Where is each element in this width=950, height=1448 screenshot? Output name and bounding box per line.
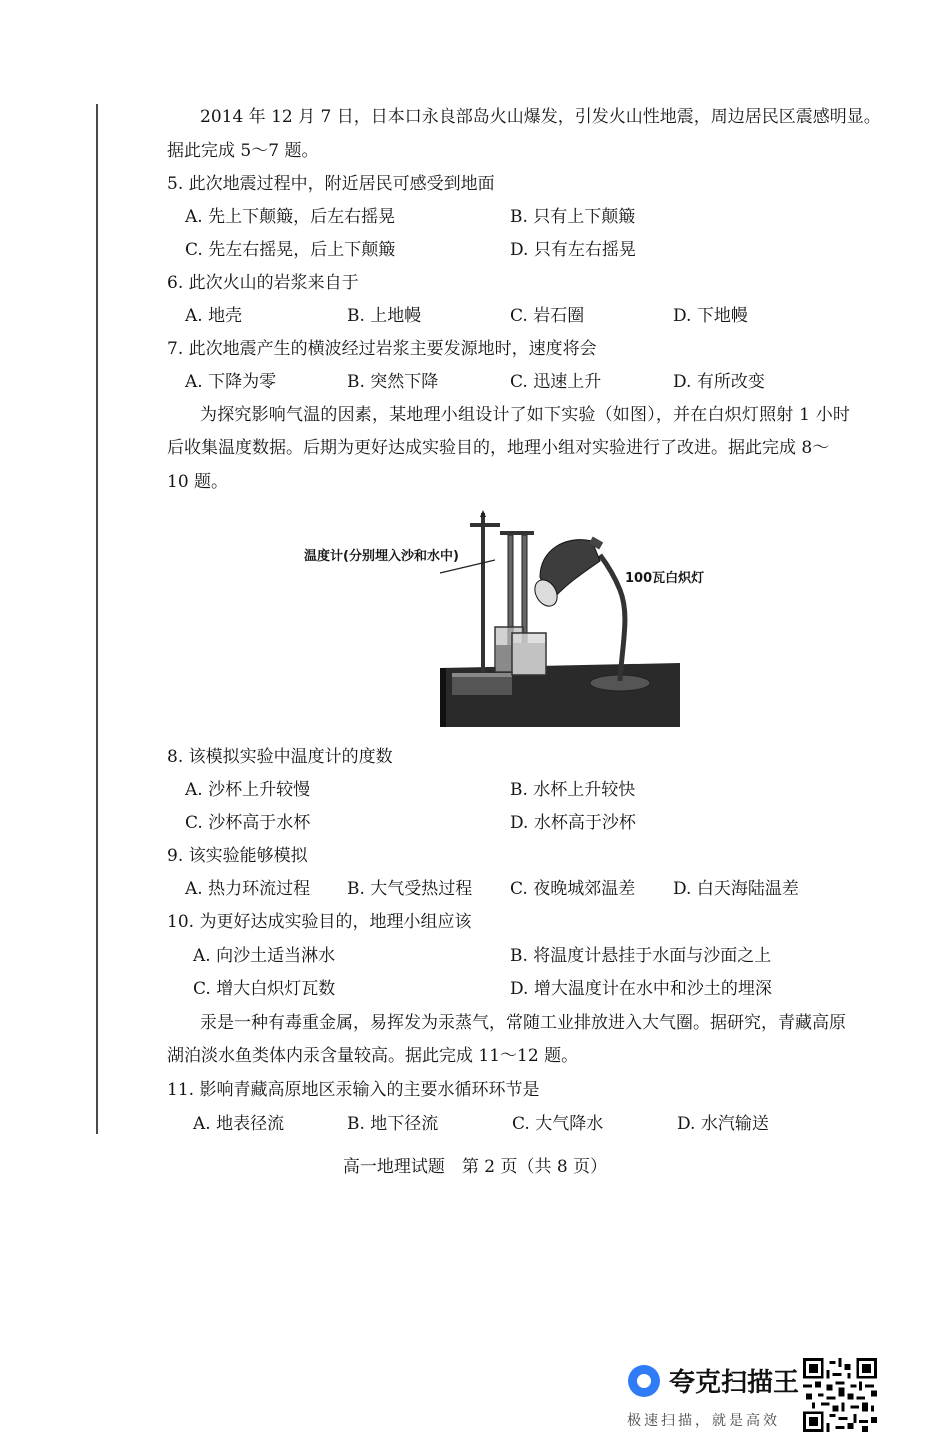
intro-paragraph-1-line-1: 2014 年 12 月 7 日，日本口永良部岛火山爆发，引发火山性地震，周边居民区震感明显。 xyxy=(200,107,881,127)
question-8-stem: 8. 该模拟实验中温度计的度数 xyxy=(167,747,393,767)
question-9-stem: 9. 该实验能够模拟 xyxy=(167,846,308,866)
question-11-option-a: A. 地表径流 xyxy=(193,1114,285,1134)
intro-paragraph-2-line-3: 10 题。 xyxy=(167,472,229,492)
question-11-stem: 11. 影响青藏高原地区汞输入的主要水循环环节是 xyxy=(167,1080,540,1100)
question-10-option-b: B. 将温度计悬挂于水面与沙面之上 xyxy=(510,946,772,966)
question-10-option-c: C. 增大白炽灯瓦数 xyxy=(193,979,336,999)
page-margin-line xyxy=(96,104,98,1134)
page-footer: 高一地理试题 第 2 页（共 8 页） xyxy=(342,1157,608,1177)
question-5-option-d: D. 只有左右摇晃 xyxy=(510,240,636,260)
question-5-option-a: A. 先上下颠簸，后左右摇晃 xyxy=(185,207,396,227)
stand-rod xyxy=(481,513,485,673)
question-7-option-c: C. 迅速上升 xyxy=(510,372,602,392)
lamp-label: 100瓦白炽灯 xyxy=(625,571,705,586)
question-10-stem: 10. 为更好达成实验目的，地理小组应该 xyxy=(167,912,472,932)
question-6-option-d: D. 下地幔 xyxy=(673,306,748,326)
question-5-option-b: B. 只有上下颠簸 xyxy=(510,207,636,227)
question-7-stem: 7. 此次地震产生的横波经过岩浆主要发源地时，速度将会 xyxy=(167,339,597,359)
question-7-option-a: A. 下降为零 xyxy=(185,372,277,392)
question-11-option-b: B. 地下径流 xyxy=(347,1114,439,1134)
lamp-arm xyxy=(600,555,625,681)
intro-paragraph-3-line-2: 湖泊淡水鱼类体内汞含量较高。据此完成 11～12 题。 xyxy=(167,1046,579,1066)
experiment-figure xyxy=(300,505,720,730)
question-8-option-b: B. 水杯上升较快 xyxy=(510,780,636,800)
thermometer-label: 温度计(分别埋入沙和水中) xyxy=(304,549,459,564)
question-7-option-d: D. 有所改变 xyxy=(673,372,765,392)
question-6-option-c: C. 岩石圈 xyxy=(510,306,585,326)
question-5-stem: 5. 此次地震过程中，附近居民可感受到地面 xyxy=(167,174,495,194)
question-11-option-c: C. 大气降水 xyxy=(512,1114,604,1134)
question-6-stem: 6. 此次火山的岩浆来自于 xyxy=(167,273,359,293)
qr-code-icon xyxy=(803,1358,877,1432)
question-7-option-b: B. 突然下降 xyxy=(347,372,439,392)
question-9-option-a: A. 热力环流过程 xyxy=(185,879,311,899)
question-8-option-c: C. 沙杯高于水杯 xyxy=(185,813,311,833)
scanner-logo-icon xyxy=(628,1365,660,1397)
intro-paragraph-2-line-2: 后收集温度数据。后期为更好达成实验目的，地理小组对实验进行了改进。据此完成 8～ xyxy=(167,438,830,458)
question-9-option-d: D. 白天海陆温差 xyxy=(673,879,799,899)
scanner-brand-name: 夸克扫描王 xyxy=(669,1368,800,1398)
question-9-option-b: B. 大气受热过程 xyxy=(347,879,473,899)
intro-paragraph-3-line-1: 汞是一种有毒重金属，易挥发为汞蒸气，常随工业排放进入大气圈。据研究，青藏高原 xyxy=(200,1013,846,1033)
experiment-illustration xyxy=(300,505,720,730)
question-10-option-a: A. 向沙土适当淋水 xyxy=(193,946,336,966)
question-6-option-a: A. 地壳 xyxy=(185,306,243,326)
question-5-option-c: C. 先左右摇晃，后上下颠簸 xyxy=(185,240,396,260)
question-6-option-b: B. 上地幔 xyxy=(347,306,422,326)
question-10-option-d: D. 增大温度计在水中和沙土的埋深 xyxy=(510,979,772,999)
question-11-option-d: D. 水汽输送 xyxy=(677,1114,769,1134)
question-8-option-a: A. 沙杯上升较慢 xyxy=(185,780,311,800)
scanner-slogan: 极速扫描，就是高效 xyxy=(627,1413,780,1429)
question-8-option-d: D. 水杯高于沙杯 xyxy=(510,813,636,833)
question-9-option-c: C. 夜晚城郊温差 xyxy=(510,879,636,899)
intro-paragraph-2-line-1: 为探究影响气温的因素，某地理小组设计了如下实验（如图），并在白炽灯照射 1 小时 xyxy=(200,405,851,425)
intro-paragraph-1-line-2: 据此完成 5～7 题。 xyxy=(167,141,319,161)
